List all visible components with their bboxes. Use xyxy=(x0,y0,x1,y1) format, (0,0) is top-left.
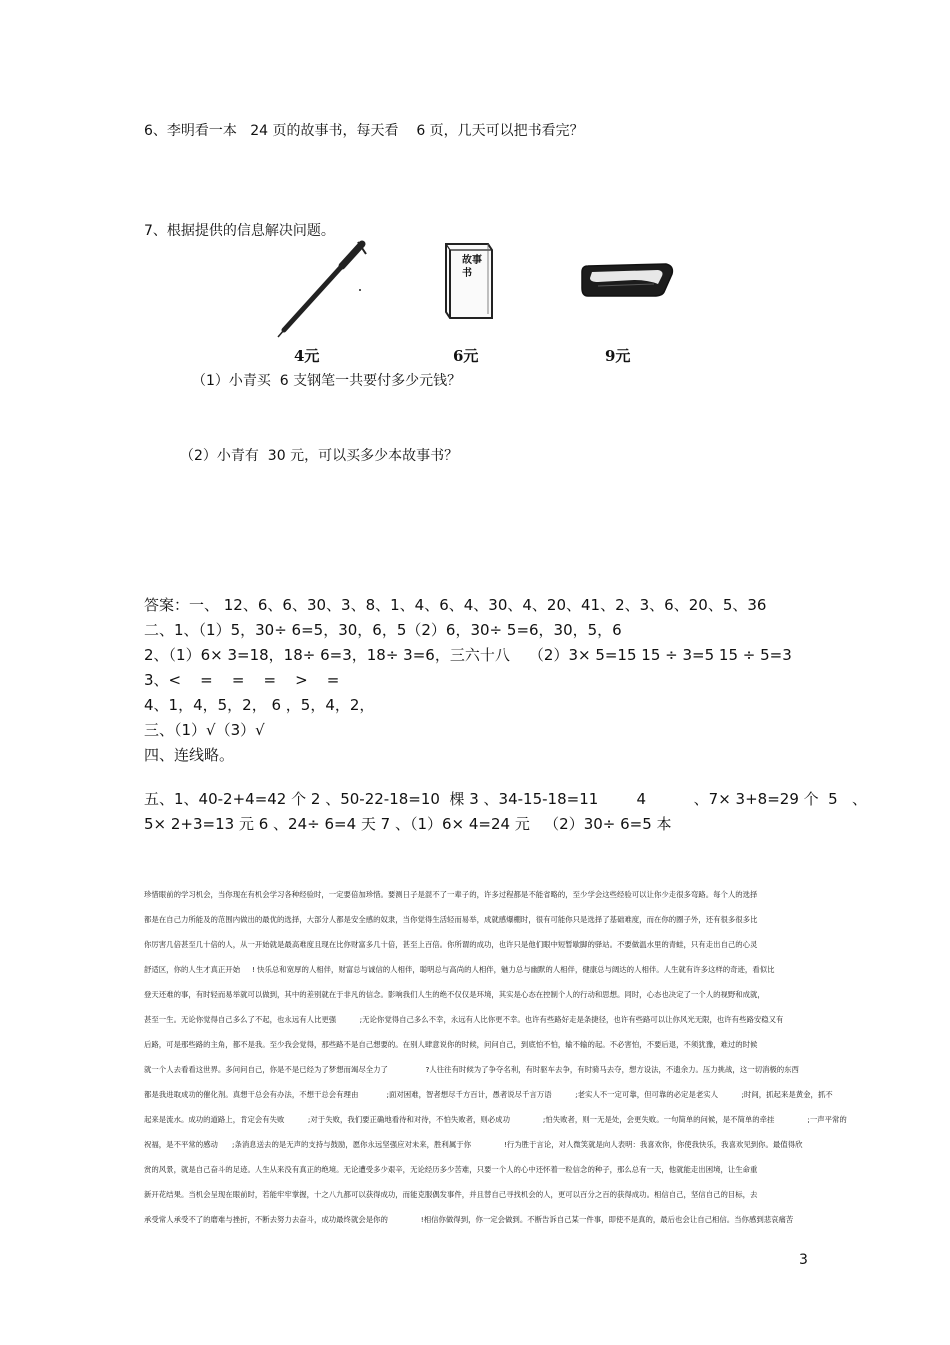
filler-line: 你厉害几倍甚至几十倍的人，从一开始就是最高难度且现在比你财富多几十倍，甚至上百倍。你所谓的成功，也许只是他们眼中短暂歇脚的驿站。不要做温水里的青蛙，只有走出自己的心灵 xyxy=(144,940,758,949)
pen-icon xyxy=(270,238,380,338)
answer-line-3: 2、（1）6× 3=18，18÷ 6=3，18÷ 3=6，三六十八 （2）3× 5=15 15 ÷ 3=5 15 ÷ 5=3 xyxy=(144,646,792,664)
answer-line-6: 三、（1）√（3）√ xyxy=(144,721,265,739)
filler-line: 承受常人承受不了的磨难与挫折，不断去努力去奋斗，成功最终就会是你的 !相信你做得到，你一定会做到。不断告诉自己某一件事，即使不是真的，最后也会让自己相信。当你感到悲哀痛苦 xyxy=(144,1215,794,1224)
storybook-cover-text: 故事书 xyxy=(462,255,482,279)
pen-price: 4元 xyxy=(294,347,320,365)
pencil-case-illustration xyxy=(578,258,676,300)
filler-line: 舒适区，你的人生才真正开始 ! 快乐总和宽厚的人相伴，财富总与诚信的人相伴，聪明总与高尚的人相伴，魅力总与幽默的人相伴，健康总与阔达的人相伴。人生就有许多这样的奇迹，看似比 xyxy=(144,965,775,974)
question-7: 7、根据提供的信息解决问题。 xyxy=(144,223,335,239)
filler-line: 甚至一生。无论你觉得自己多么了不起，也永远有人比更强 ;无论你觉得自己多么不幸，永远有人比你更不幸。也许有些路好走是条捷径，也许有些路可以让你风光无限，也许有些路安稳又有 xyxy=(144,1015,784,1024)
answer-line-9: 5× 2+3=13 元 6 、24÷ 6=4 天 7 、（1）6× 4=24 元 （2）30÷ 6=5 本 xyxy=(144,815,672,833)
filler-line: 新开花结果。当机会呈现在眼前时，若能牢牢掌握，十之八九都可以获得成功，而能克服偶发事件，并且替自己寻找机会的人，更可以百分之百的获得成功。相信自己，坚信自己的目标，去 xyxy=(144,1190,758,1199)
answer-line-4: 3、< = = = > = xyxy=(144,671,340,689)
filler-line: 起来是流水。成功的道路上，肯定会有失败 ;对于失败，我们要正确地看待和对待，不怕失败者，则必成功 ;怕失败者，则一无是处，会更失败。一句简单的问候，是不简单的牵挂 ;一声平常的 xyxy=(144,1115,847,1124)
answer-line-2: 二、1、（1）5，30÷ 6=5，30，6，5（2）6，30÷ 5=6，30，5，6 xyxy=(144,621,622,639)
filler-line: 珍惜眼前的学习机会，当你现在有机会学习各种经验时，一定要倍加珍惜。要测日子是混不了一辈子的，许多过程都是不能省略的，至少学会这些经验可以让你少走很多弯路。每个人的选择 xyxy=(144,890,758,899)
answer-line-8: 五、1、40-2+4=42 个 2 、50-22-18=10 棵 3 、34-15-18=11 4 、7× 3+8=29 个 5 、 xyxy=(144,790,868,808)
filler-line: 都是我进取成功的催化剂。真想干总会有办法，不想干总会有理由 ;面对困难，智者想尽千方百计，愚者说尽千言万语 ;老实人不一定可靠，但可靠的必定是老实人 ;时间，抓起来是黄金，抓不 xyxy=(144,1090,833,1099)
filler-line: 赏的风景，就是自己奋斗的足迹。人生从来没有真正的绝境。无论遭受多少艰辛，无论经历多少苦难，只要一个人的心中还怀着一粒信念的种子，那么总有一天，他就能走出困境，让生命重 xyxy=(144,1165,758,1174)
pen-illustration xyxy=(270,238,380,338)
question-6: 6、李明看一本 24 页的故事书，每天看 6 页，几天可以把书看完？ xyxy=(144,123,584,139)
answer-line-7: 四、连线略。 xyxy=(144,746,235,764)
page-number: 3 xyxy=(799,1252,808,1268)
storybook-icon xyxy=(440,240,496,320)
question-7-part-1: （1）小青买 6 支钢笔一共要付多少元钱？ xyxy=(192,373,462,389)
filler-line: 登天还难的事，有时轻而易举就可以做到，其中的差别就在于非凡的信念。影响我们人生的绝不仅仅是环境，其实是心态在控制个人的行动和思想。同时，心态也决定了一个人的视野和成就， xyxy=(144,990,765,999)
pencil-case-icon xyxy=(578,258,676,300)
answer-line-5: 4、1，4，5，2， 6 ，5，4，2， xyxy=(144,696,375,714)
filler-line: 都是在自己力所能及的范围内做出的最优的选择，大部分人都是安全感的奴隶，当你觉得生活轻而易举，成就感爆棚时，很有可能你只是选择了基础难度，而在你的圈子外，还有很多很多比 xyxy=(144,915,758,924)
filler-line: 后路，可是那些路的主角，都不是我。至少我会觉得，那些路不是自己想要的。在别人肆意说你的时候，问问自己，到底怕不怕，输不输的起。不必害怕，不要后退，不须犹豫，难过的时候 xyxy=(144,1040,758,1049)
storybook-illustration xyxy=(440,240,496,320)
pencil-case-price: 9元 xyxy=(605,347,631,365)
storybook-price: 6元 xyxy=(453,347,479,365)
answer-line-1: 答案：一、 12、6、6、30、3、8、1、4、6、4、30、4、20、41、2、3、6、20、5、36 xyxy=(144,596,767,614)
filler-line: 就一个人去看看这世界。多问问自己，你是不是已经为了梦想而竭尽全力了 ?人往往有时候为了争夺名利，有时驱车去争，有时骑马去夺，想方设法，不遗余力。压力挑战，这一切消极的东西 xyxy=(144,1065,799,1074)
filler-line: 祝福，是不平常的感动 ;条消息送去的是无声的支持与鼓励，愿你永远坚强应对未来，胜利属于你 !行为胜于言论，对人微笑就是向人表明：我喜欢你，你使我快乐，我喜欢见到你。最值得欣 xyxy=(144,1140,803,1149)
question-7-part-2: （2）小青有 30 元，可以买多少本故事书？ xyxy=(180,448,459,464)
